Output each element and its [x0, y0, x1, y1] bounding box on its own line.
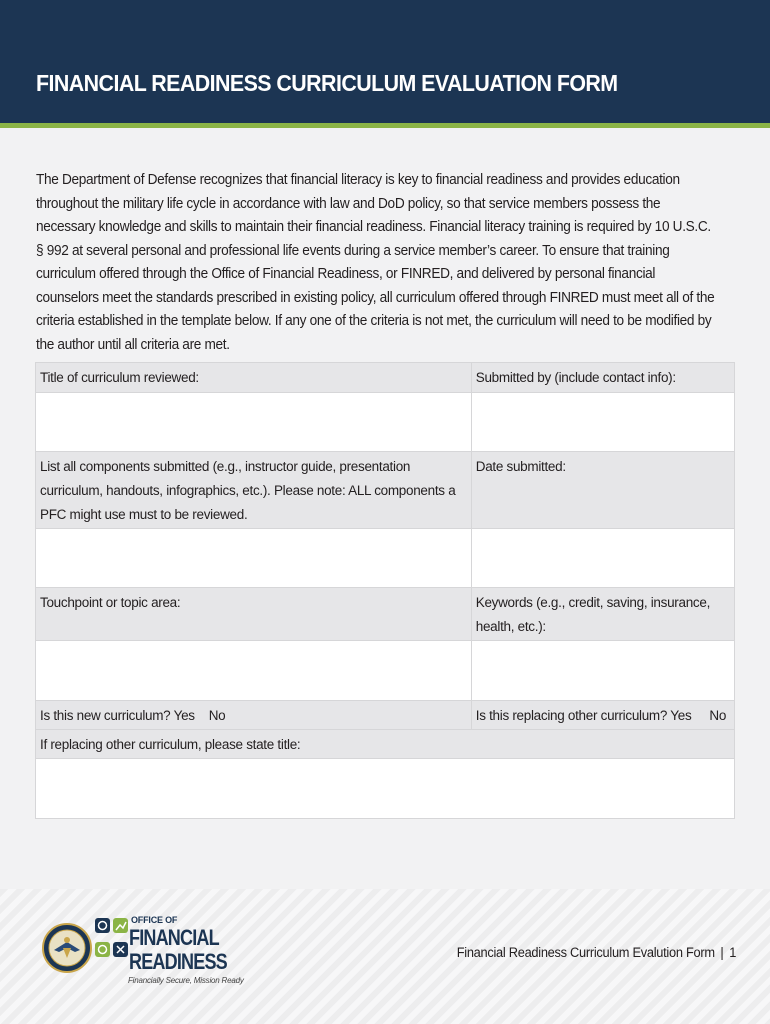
replacing-yes[interactable]: Is this replacing other curriculum? Yes	[475, 708, 692, 723]
components-field[interactable]	[36, 529, 472, 588]
evaluation-form	[35, 362, 735, 819]
ofr-logo-line1: FINANCIAL	[129, 925, 219, 950]
footer-document-title: Financial Readiness Curriculum Evalution Form	[456, 945, 715, 960]
new-curriculum-question	[36, 701, 472, 730]
page-number: 1	[729, 945, 736, 960]
keywords-field[interactable]	[472, 641, 734, 701]
submitted-by-label: Submitted by (include contact info):	[472, 363, 734, 393]
title-field[interactable]	[36, 393, 472, 452]
page-title: FINANCIAL READINESS CURRICULUM EVALUATION FORM	[36, 70, 618, 96]
touchpoint-label: Touchpoint or topic area:	[36, 588, 472, 641]
ofr-tagline: Financially Secure, Mission Ready	[128, 976, 244, 985]
date-submitted-label: Date submitted:	[472, 452, 734, 529]
replacing-title-field[interactable]	[36, 759, 734, 818]
date-submitted-field[interactable]	[472, 529, 734, 588]
page-header	[0, 0, 770, 128]
ofr-logo-line2: READINESS	[129, 949, 227, 974]
replacing-no[interactable]: No	[709, 708, 727, 723]
dod-seal-logo	[42, 912, 92, 984]
replacing-title-label: If replacing other curriculum, please state title:	[36, 730, 734, 759]
ofr-logo-small: OFFICE OF	[131, 915, 178, 925]
title-label: Title of curriculum reviewed:	[36, 363, 472, 393]
replacing-question	[472, 701, 734, 730]
touchpoint-field[interactable]	[36, 641, 472, 701]
new-curriculum-no[interactable]: No	[208, 708, 226, 723]
footer-page-label	[457, 945, 736, 960]
keywords-label: Keywords (e.g., credit, saving, insurance, health, etc.):	[472, 588, 734, 641]
ofr-icons-grid	[94, 916, 130, 974]
new-curriculum-yes[interactable]: Is this new curriculum? Yes	[40, 708, 195, 723]
footer-separator: |	[720, 945, 724, 960]
components-label: List all components submitted (e.g., instructor guide, presentation curriculum, handouts, infographics, etc.). Please note: ALL components a PFC might use must to be reviewed.	[36, 452, 472, 529]
submitted-by-field[interactable]	[472, 393, 734, 452]
intro-paragraph: The Department of Defense recognizes that financial literacy is key to financial readiness and provides education throughout the military life cycle in accordance with law and DoD policy, so that service members possess the necessary knowledge and skills to maintain their financial readiness. Financial literacy training is required by 10 U.S.C. § 992 at several personal and professional life events during a service member’s career. To ensure that training curriculum offered through the Office of Financial Readiness, or FINRED, and delivered by personal financial counselors meet the standards prescribed in existing policy, all curriculum offered through FINRED must meet all of the criteria established in the template below. If any one of the criteria is not met, the curriculum will need to be modified by the author until all criteria are met.	[36, 172, 715, 353]
